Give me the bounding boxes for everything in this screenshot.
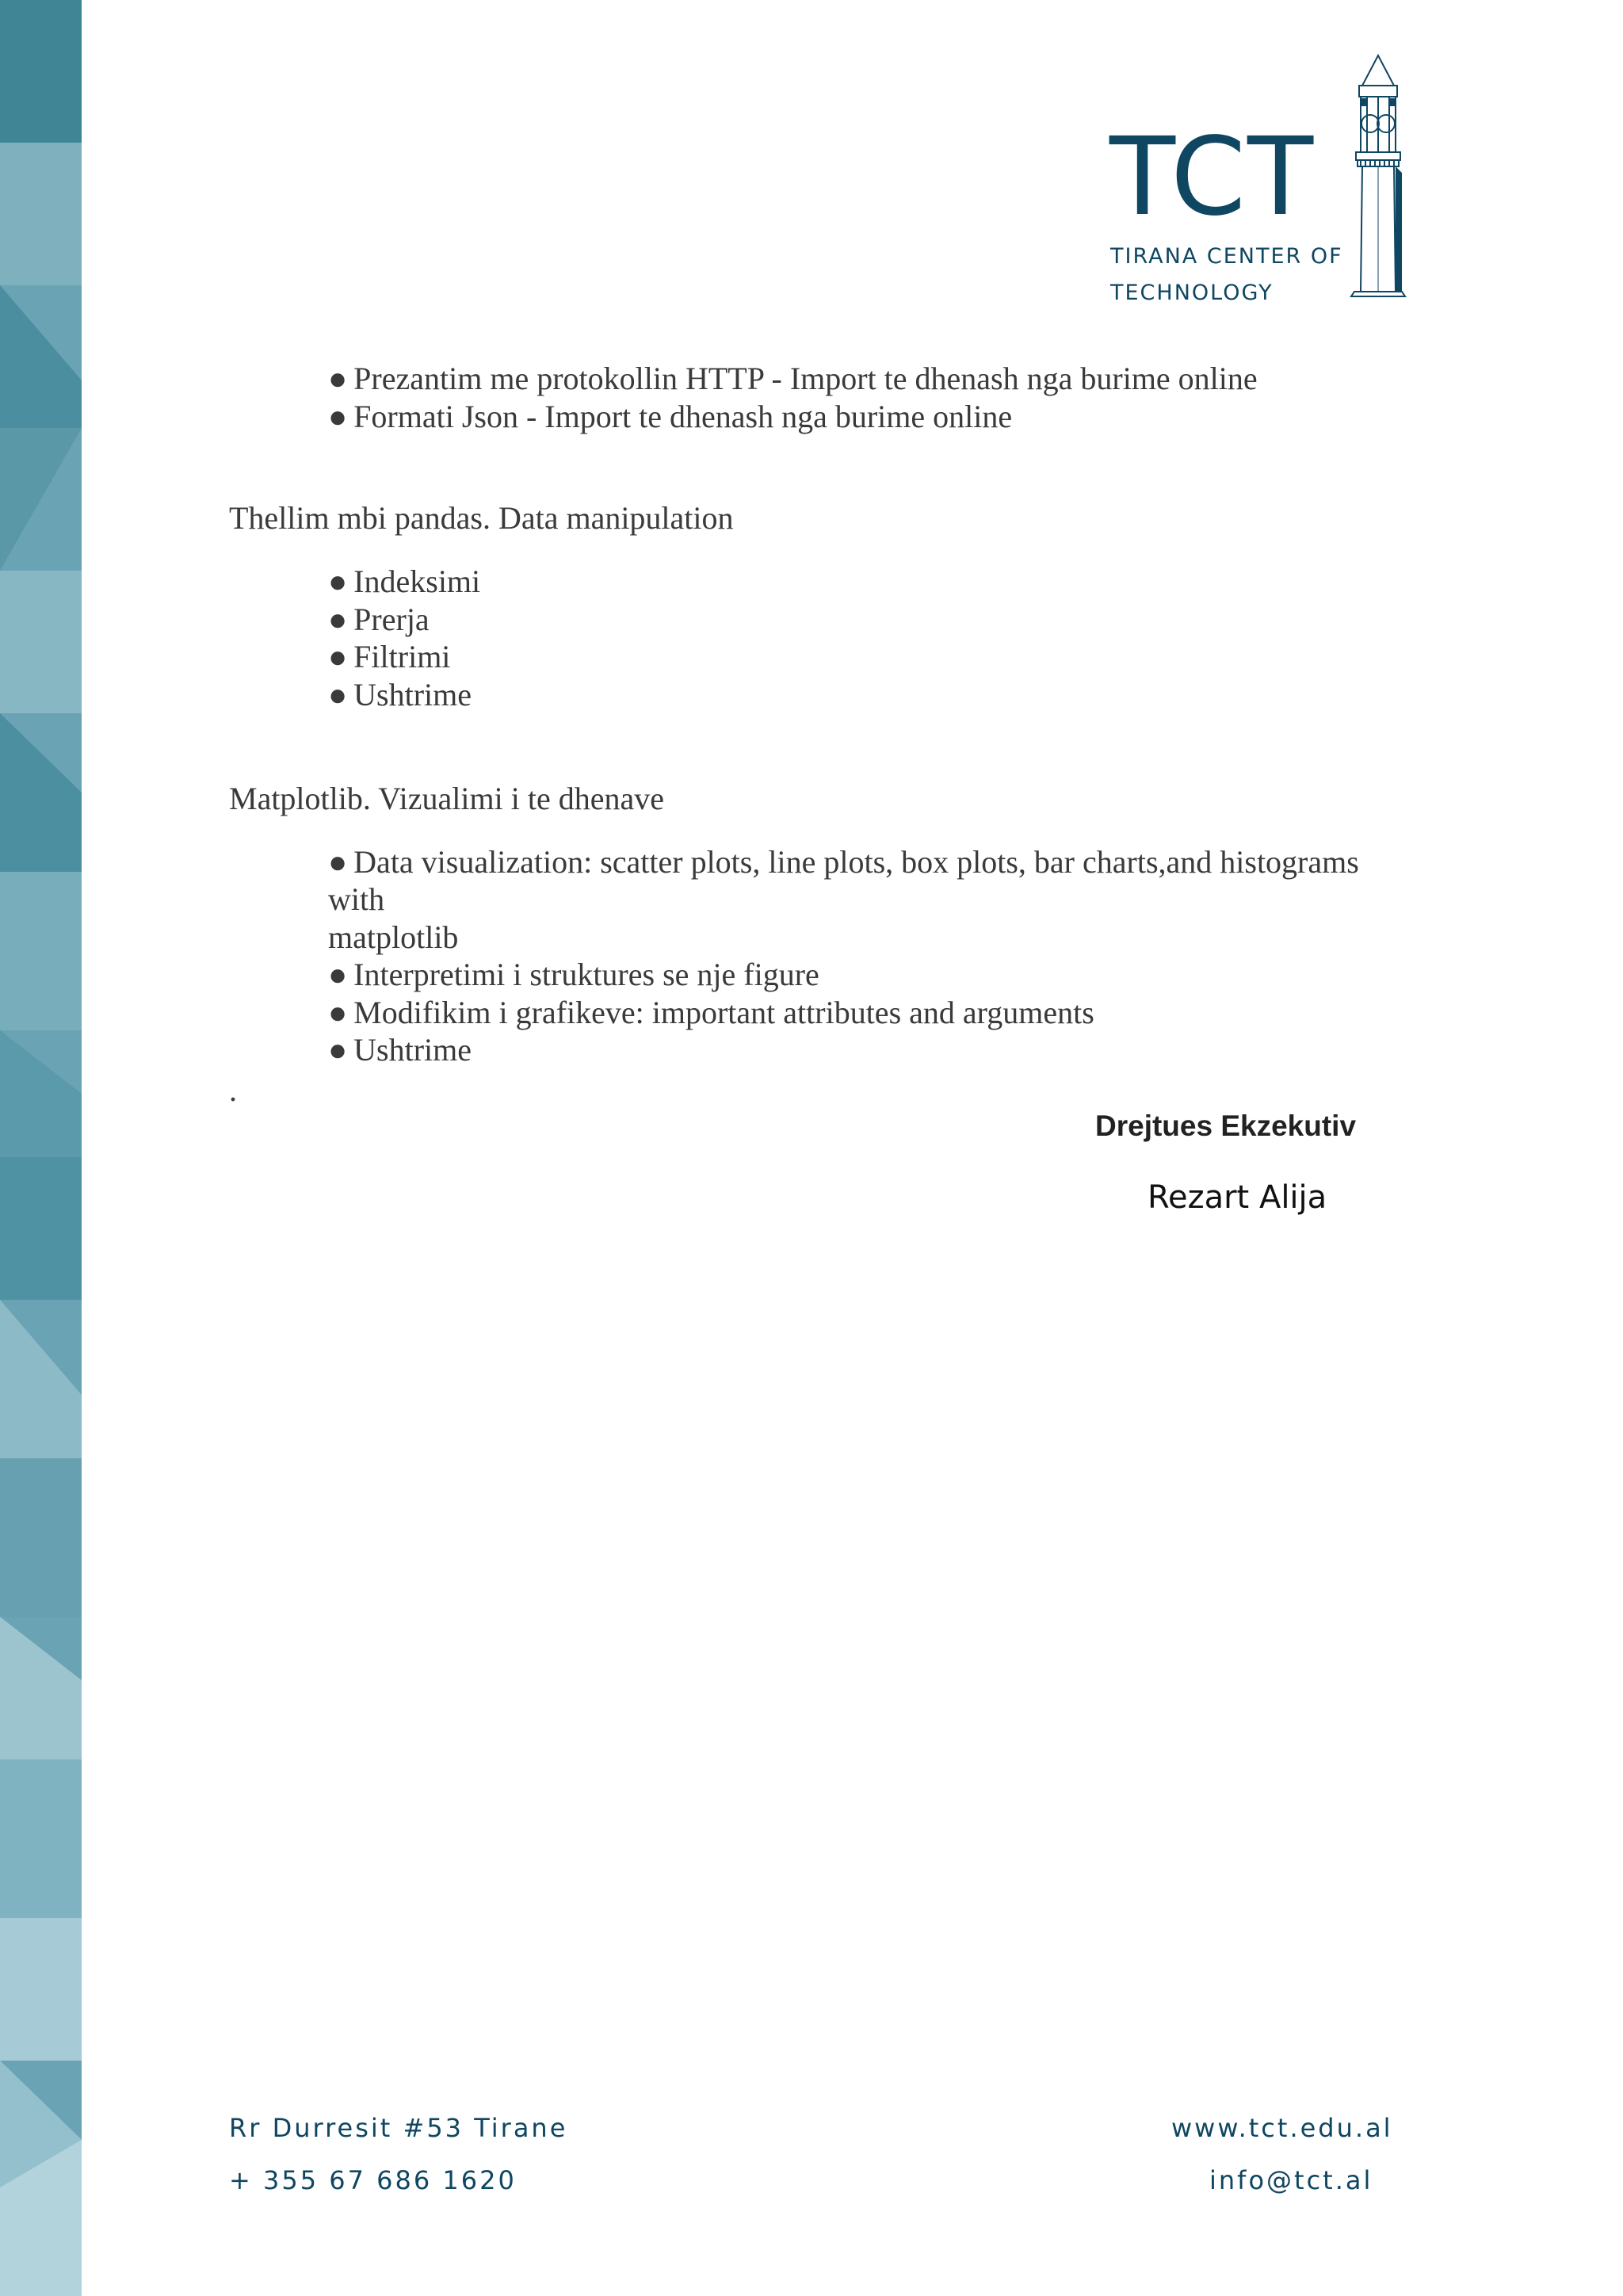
list-item-text: Ushtrime: [353, 677, 472, 712]
list-item: [328, 638, 450, 676]
bullet-dot: ●: [328, 399, 348, 434]
list-item-text: Data visualization: scatter plots, line plots, box plots, bar charts,and histograms: [353, 844, 1359, 880]
list-item-continuation: matplotlib: [328, 919, 459, 955]
trailing-dot: .: [229, 1072, 237, 1108]
list-item: [328, 601, 430, 639]
bullet-dot: ●: [328, 957, 348, 992]
signature-title: Drejtues Ekzekutiv: [1095, 1110, 1357, 1142]
footer-address: Rr Durresit #53 Tirane: [229, 2113, 568, 2143]
tct-logo: [1106, 54, 1438, 315]
logo-line-2: TECHNOLOGY: [1110, 281, 1274, 305]
list-item-text: Prezantim me protokollin HTTP - Import te dhenash nga burime online: [353, 361, 1258, 396]
logo-acronym: TCT: [1109, 115, 1316, 240]
section-heading-pandas: Thellim mbi pandas. Data manipulation: [229, 500, 734, 536]
decorative-side-band: [0, 0, 82, 2296]
list-item: [328, 956, 819, 994]
list-item-continuation: with: [328, 881, 385, 917]
bullet-dot: ●: [328, 995, 348, 1030]
list-item: [328, 843, 1359, 881]
bullet-dot: ●: [328, 844, 348, 880]
list-item: [328, 360, 1258, 398]
list-item-text: Formati Json - Import te dhenash nga burime online: [353, 399, 1013, 434]
logo-line-1: TIRANA CENTER OF: [1110, 244, 1343, 269]
bullet-dot: ●: [328, 563, 348, 599]
bullet-dot: ●: [328, 1032, 348, 1068]
bullet-dot: ●: [328, 639, 348, 674]
bullet-dot: ●: [328, 361, 348, 396]
list-item-text: Indeksimi: [353, 563, 481, 599]
list-item: [328, 994, 1094, 1032]
bullet-dot: ●: [328, 602, 348, 637]
list-item: [328, 1031, 472, 1069]
clock-tower-icon: [1338, 54, 1418, 301]
bullet-dot: ●: [328, 677, 348, 712]
list-item: [328, 563, 480, 601]
list-item-text: Prerja: [353, 602, 430, 637]
list-item-text: Filtrimi: [353, 639, 451, 674]
footer-phone: + 355 67 686 1620: [229, 2165, 517, 2195]
list-item-text: Modifikim i grafikeve: important attributes and arguments: [353, 995, 1094, 1030]
footer-website-link[interactable]: www.tct.edu.al: [1171, 2113, 1393, 2143]
list-item-text: Interpretimi i struktures se nje figure: [353, 957, 819, 992]
list-item: [328, 398, 1012, 436]
footer-email-link[interactable]: info@tct.al: [1209, 2165, 1373, 2195]
section-heading-matplotlib: Matplotlib. Vizualimi i te dhenave: [229, 781, 664, 816]
list-item-text: Ushtrime: [353, 1032, 472, 1068]
list-item: [328, 676, 472, 714]
signature-name: Rezart Alija: [1148, 1179, 1327, 1216]
